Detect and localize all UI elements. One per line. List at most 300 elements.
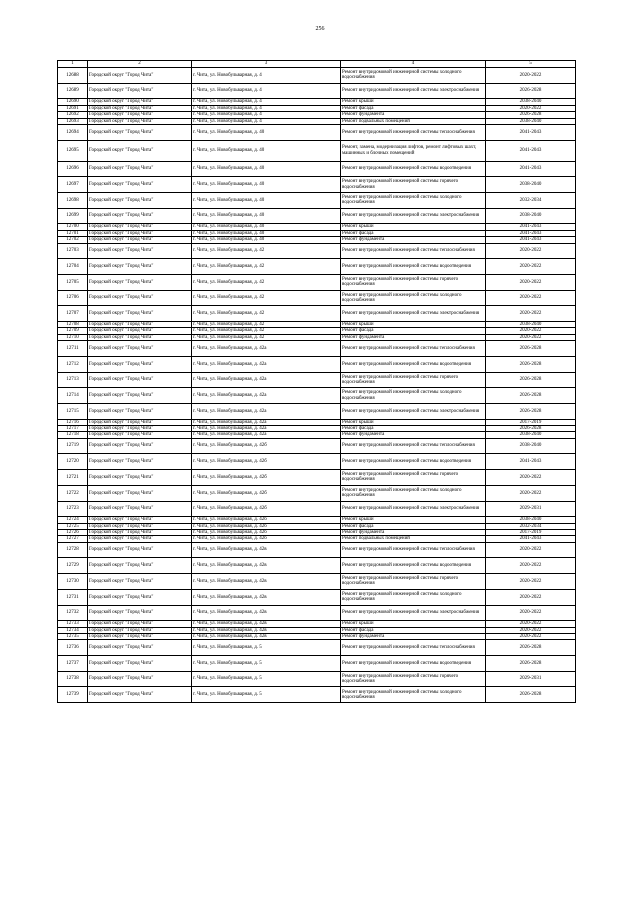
work-type-text: Ремонт фундамента [342, 237, 385, 243]
municipality-text: Городской округ "Город Чита" [89, 621, 154, 627]
address-text: г. Чита, ул. Новобульварная, д. 42б [193, 536, 267, 542]
period-text: 2017-2019 [519, 530, 542, 536]
table-row [58, 589, 576, 605]
period-cell [486, 574, 576, 590]
period-text: 2020-2022 [519, 563, 542, 569]
municipality-text: Городской округ "Город Чита" [89, 118, 154, 124]
record-number-text: 12692 [66, 112, 79, 118]
record-number-text: 12729 [66, 563, 79, 569]
municipality-text: Городской округ "Город Чита" [89, 328, 154, 334]
table-row [58, 574, 576, 590]
period-cell [486, 306, 576, 322]
table-row [58, 83, 576, 99]
record-number-text: 12735 [66, 634, 79, 640]
municipality-text: Городской округ "Город Чита" [89, 112, 154, 118]
municipality-cell [88, 243, 192, 259]
period-cell [486, 388, 576, 404]
work-type-cell [341, 274, 486, 290]
table-row [58, 687, 576, 703]
record-number-text: 12695 [66, 148, 79, 153]
municipality-text: Городской округ "Город Чита" [89, 408, 154, 414]
municipality-text: Городской округ "Город Чита" [89, 645, 154, 651]
municipality-cell [88, 574, 192, 590]
address-cell [192, 290, 341, 306]
address-text: г. Чита, ул. Новобульварная, д. 42б [193, 517, 267, 523]
period-text: 2020-2022 [519, 634, 542, 640]
work-type-cell [341, 656, 486, 672]
record-number-text: 12710 [66, 334, 79, 340]
work-type-text: Ремонт внутридомовой инженерной системы электроснабжения [342, 88, 480, 94]
municipality-text: Городской округ "Город Чита" [89, 105, 154, 111]
record-number-text: 12703 [66, 248, 79, 254]
record-number-text: 12700 [66, 224, 79, 230]
address-cell [192, 388, 341, 404]
period-text: 2041-2043 [519, 536, 542, 542]
work-type-text: Ремонт подвальных помещений [342, 118, 410, 124]
record-number-text: 12698 [66, 197, 79, 203]
record-number-cell [58, 605, 88, 621]
work-type-cell [341, 208, 486, 224]
table-row [58, 208, 576, 224]
address-text: г. Чита, ул. Новобульварная, д. 4 [193, 118, 262, 124]
municipality-text: Городской округ "Город Чита" [89, 459, 154, 465]
work-type-cell [341, 671, 486, 687]
address-text: г. Чита, ул. Новобульварная, д. 42а [193, 392, 267, 398]
municipality-cell [88, 501, 192, 517]
period-text: 2038-2040 [519, 118, 542, 124]
municipality-text: Городской округ "Город Чита" [89, 334, 154, 340]
record-number-cell [58, 671, 88, 687]
table-row [58, 485, 576, 501]
period-text: 2020-2022 [519, 295, 542, 301]
municipality-cell [88, 687, 192, 703]
work-type-text: Ремонт внутридомовой инженерной системы горячего водоснабжения [342, 374, 459, 385]
record-number-cell [58, 140, 88, 161]
page-number: 256 [315, 26, 325, 32]
record-number-cell [58, 208, 88, 224]
address-cell [192, 259, 341, 275]
period-cell [486, 470, 576, 486]
period-text: 2038-2040 [519, 432, 542, 438]
address-text: г. Чита, ул. Новобульварная, д. 42в [193, 627, 267, 633]
record-number-text: 12734 [66, 627, 79, 633]
table-row [58, 290, 576, 306]
record-number-cell [58, 574, 88, 590]
record-number-text: 12689 [66, 88, 79, 94]
period-cell [486, 501, 576, 517]
work-type-cell [341, 470, 486, 486]
record-number-cell [58, 558, 88, 574]
address-text: г. Чита, ул. Новобульварная, д. 42 [193, 311, 265, 317]
municipality-cell [88, 403, 192, 419]
period-text: 2026-2028 [519, 692, 542, 698]
municipality-cell [88, 438, 192, 454]
table-row [58, 140, 576, 161]
work-type-cell [341, 341, 486, 357]
period-cell [486, 671, 576, 687]
period-text: 2038-2040 [519, 517, 542, 523]
address-text: г. Чита, ул. Новобульварная, д. 4 [193, 105, 262, 111]
record-number-cell [58, 687, 88, 703]
municipality-text: Городской округ "Город Чита" [89, 530, 154, 536]
table-row [58, 438, 576, 454]
period-text: 2026-2028 [519, 345, 542, 351]
period-cell [486, 558, 576, 574]
work-type-text: Ремонт фасада [342, 328, 374, 334]
address-text: г. Чита, ул. Новобульварная, д. 42а [193, 432, 267, 438]
record-number-text: 12694 [66, 129, 79, 135]
address-cell [192, 671, 341, 687]
address-text: г. Чита, ул. Новобульварная, д. 42б [193, 474, 267, 480]
municipality-cell [88, 341, 192, 357]
municipality-cell [88, 161, 192, 177]
address-text: г. Чита, ул. Новобульварная, д. 42б [193, 490, 267, 496]
table-row [58, 193, 576, 209]
period-text: 2017-2019 [519, 419, 542, 425]
record-number-text: 12717 [66, 426, 79, 432]
address-cell [192, 193, 341, 209]
work-type-cell [341, 438, 486, 454]
period-text: 2020-2022 [519, 328, 542, 334]
address-text: г. Чита, ул. Новобульварная, д. 42а [193, 361, 267, 367]
municipality-cell [88, 605, 192, 621]
municipality-text: Городской округ "Город Чита" [89, 517, 154, 523]
period-cell [486, 83, 576, 99]
record-number-cell [58, 589, 88, 605]
address-text: г. Чита, ул. Новобульварная, д. 40 [193, 166, 265, 172]
address-cell [192, 542, 341, 558]
record-number-cell [58, 470, 88, 486]
record-number-text: 12725 [66, 523, 79, 529]
work-type-text: Ремонт фасада [342, 105, 374, 111]
record-number-text: 12724 [66, 517, 79, 523]
municipality-text: Городской округ "Город Чита" [89, 345, 154, 351]
work-type-cell [341, 605, 486, 621]
record-number-text: 12731 [66, 594, 79, 600]
municipality-cell [88, 372, 192, 388]
period-text: 2041-2043 [519, 230, 542, 236]
municipality-text: Городской округ "Город Чита" [89, 627, 154, 633]
record-number-cell [58, 193, 88, 209]
work-type-text: Ремонт внутридомовой инженерной системы горячего водоснабжения [342, 179, 459, 190]
address-cell [192, 558, 341, 574]
municipality-text: Городской округ "Город Чита" [89, 660, 154, 666]
work-type-text: Ремонт внутридомовой инженерной системы холодного водоснабжения [342, 195, 462, 206]
work-type-cell [341, 687, 486, 703]
record-number-text: 12693 [66, 118, 79, 124]
record-number-text: 12723 [66, 506, 79, 512]
record-number-text: 12739 [66, 692, 79, 698]
municipality-cell [88, 124, 192, 140]
record-number-text: 12713 [66, 377, 79, 383]
period-cell [486, 259, 576, 275]
address-cell [192, 687, 341, 703]
work-type-cell [341, 290, 486, 306]
address-text: г. Чита, ул. Новобульварная, д. 42в [193, 578, 267, 584]
work-type-text: Ремонт фасада [342, 230, 374, 236]
address-text: г. Чита, ул. Новобульварная, д. 42 [193, 263, 265, 269]
work-type-cell [341, 454, 486, 470]
header-cell-1: 1 [58, 61, 88, 68]
record-number-text: 12718 [66, 432, 79, 438]
work-type-text: Ремонт внутридомовой инженерной системы теплоснабжения [342, 443, 475, 449]
work-type-text: Ремонт внутридомовой инженерной системы теплоснабжения [342, 645, 475, 651]
record-number-cell [58, 388, 88, 404]
address-text: г. Чита, ул. Новобульварная, д. 42 [193, 334, 265, 340]
work-type-text: Ремонт крыши [342, 419, 374, 425]
work-type-text: Ремонт внутридомовой инженерной системы электроснабжения [342, 408, 480, 414]
work-type-cell [341, 161, 486, 177]
record-number-text: 12719 [66, 443, 79, 449]
address-text: г. Чита, ул. Новобульварная, д. 42б [193, 459, 267, 465]
municipality-text: Городской округ "Город Чита" [89, 311, 154, 317]
address-text: г. Чита, ул. Новобульварная, д. 4 [193, 88, 262, 94]
record-number-text: 12727 [66, 536, 79, 542]
address-text: г. Чита, ул. Новобульварная, д. 5 [193, 692, 262, 698]
period-cell [486, 341, 576, 357]
municipality-cell [88, 589, 192, 605]
address-text: г. Чита, ул. Новобульварная, д. 42 [193, 328, 265, 334]
address-cell [192, 306, 341, 322]
period-text: 2020-2022 [519, 263, 542, 269]
work-type-text: Ремонт фасада [342, 523, 374, 529]
period-text: 2020-2022 [519, 279, 542, 285]
period-text: 2041-2043 [519, 148, 542, 153]
address-text: г. Чита, ул. Новобульварная, д. 40 [193, 129, 265, 135]
period-text: 2038-2040 [519, 182, 542, 188]
period-text: 2041-2043 [519, 224, 542, 230]
municipality-text: Городской округ "Город Чита" [89, 419, 154, 425]
period-cell [486, 243, 576, 259]
record-number-text: 12696 [66, 166, 79, 172]
municipality-text: Городской округ "Город Чита" [89, 182, 154, 188]
municipality-text: Городской округ "Город Чита" [89, 432, 154, 438]
address-text: г. Чита, ул. Новобульварная, д. 40 [193, 224, 265, 230]
address-text: г. Чита, ул. Новобульварная, д. 4 [193, 112, 262, 118]
address-text: г. Чита, ул. Новобульварная, д. 40 [193, 213, 265, 219]
period-cell [486, 290, 576, 306]
municipality-text: Городской округ "Город Чита" [89, 547, 154, 553]
table-row [58, 177, 576, 193]
work-type-text: Ремонт внутридомовой инженерной системы горячего водоснабжения [342, 277, 459, 288]
address-text: г. Чита, ул. Новобульварная, д. 42 [193, 322, 265, 328]
period-text: 2038-2040 [519, 99, 542, 105]
address-text: г. Чита, ул. Новобульварная, д. 42б [193, 506, 267, 512]
municipality-text: Городской округ "Город Чита" [89, 361, 154, 367]
address-cell [192, 470, 341, 486]
table-body [58, 61, 576, 703]
work-type-text: Ремонт внутридомовой инженерной системы электроснабжения [342, 506, 480, 512]
work-type-text: Ремонт внутридомовой инженерной системы горячего водоснабжения [342, 673, 459, 685]
table-row [58, 558, 576, 574]
table-row [58, 124, 576, 140]
address-cell [192, 243, 341, 259]
header-cell-4: 4 [341, 61, 486, 68]
municipality-text: Городской округ "Город Чита" [89, 99, 154, 105]
period-text: 2026-2028 [519, 377, 542, 383]
municipality-cell [88, 140, 192, 161]
address-cell [192, 161, 341, 177]
period-cell [486, 274, 576, 290]
period-cell [486, 687, 576, 703]
record-number-text: 12728 [66, 547, 79, 553]
period-text: 2020-2022 [519, 334, 542, 340]
work-type-text: Ремонт фундамента [342, 530, 385, 536]
table-row [58, 454, 576, 470]
municipality-cell [88, 454, 192, 470]
period-text: 2038-2040 [519, 213, 542, 219]
address-cell [192, 83, 341, 99]
work-type-text: Ремонт внутридомовой инженерной системы водоотведения [342, 263, 472, 269]
period-text: 2041-2043 [519, 237, 542, 243]
record-number-cell [58, 438, 88, 454]
work-type-cell [341, 259, 486, 275]
work-type-text: Ремонт внутридомовой инженерной системы холодного водоснабжения [342, 292, 462, 303]
work-type-text: Ремонт крыши [342, 224, 374, 230]
address-text: г. Чита, ул. Новобульварная, д. 42б [193, 530, 267, 536]
address-text: г. Чита, ул. Новобульварная, д. 42а [193, 419, 267, 425]
record-number-text: 12733 [66, 621, 79, 627]
record-number-text: 12737 [66, 660, 79, 666]
table-row [58, 306, 576, 322]
municipality-text: Городской округ "Город Чита" [89, 563, 154, 569]
work-type-text: Ремонт фундамента [342, 634, 385, 640]
period-text: 2026-2028 [519, 426, 542, 432]
address-text: г. Чита, ул. Новобульварная, д. 40 [193, 237, 265, 243]
work-type-cell [341, 558, 486, 574]
address-text: г. Чита, ул. Новобульварная, д. 42в [193, 634, 267, 640]
work-type-text: Ремонт внутридомовой инженерной системы водоотведения [342, 563, 472, 569]
work-type-cell [341, 140, 486, 161]
repair-schedule-table [57, 60, 576, 703]
municipality-text: Городской округ "Город Чита" [89, 88, 154, 94]
record-number-text: 12730 [66, 578, 79, 584]
table-row [58, 605, 576, 621]
record-number-cell [58, 656, 88, 672]
work-type-text: Ремонт крыши [342, 322, 374, 328]
address-text: г. Чита, ул. Новобульварная, д. 42в [193, 594, 267, 600]
address-cell [192, 124, 341, 140]
work-type-text: Ремонт внутридомовой инженерной системы водоотведения [342, 361, 472, 367]
record-number-text: 12704 [66, 263, 79, 269]
header-cell-3: 3 [192, 61, 341, 68]
municipality-text: Городской округ "Город Чита" [89, 248, 154, 254]
municipality-text: Городской округ "Город Чита" [89, 377, 154, 383]
period-text: 2041-2043 [519, 166, 542, 172]
period-cell [486, 403, 576, 419]
municipality-text: Городской округ "Город Чита" [89, 224, 154, 230]
table-row [58, 274, 576, 290]
municipality-text: Городской округ "Город Чита" [89, 594, 154, 600]
municipality-text: Городской округ "Город Чита" [89, 692, 154, 698]
period-cell [486, 140, 576, 161]
address-text: г. Чита, ул. Новобульварная, д. 40 [193, 182, 265, 188]
table-row [58, 161, 576, 177]
municipality-cell [88, 671, 192, 687]
address-text: г. Чита, ул. Новобульварная, д. 42а [193, 408, 267, 414]
address-cell [192, 140, 341, 161]
work-type-cell [341, 243, 486, 259]
record-number-text: 12732 [66, 610, 79, 616]
municipality-text: Городской округ "Город Чита" [89, 72, 154, 78]
header-row [58, 61, 576, 68]
municipality-text: Городской округ "Город Чита" [89, 676, 154, 682]
address-text: г. Чита, ул. Новобульварная, д. 42в [193, 621, 267, 627]
period-cell [486, 605, 576, 621]
period-cell [486, 124, 576, 140]
record-number-cell [58, 68, 88, 84]
address-cell [192, 177, 341, 193]
municipality-text: Городской округ "Город Чита" [89, 523, 154, 529]
table-row [58, 243, 576, 259]
record-number-cell [58, 161, 88, 177]
municipality-cell [88, 208, 192, 224]
municipality-text: Городской округ "Город Чита" [89, 279, 154, 285]
municipality-cell [88, 558, 192, 574]
record-number-cell [58, 501, 88, 517]
address-text: г. Чита, ул. Новобульварная, д. 40 [193, 148, 265, 153]
record-number-text: 12716 [66, 419, 79, 425]
municipality-text: Городской округ "Город Чита" [89, 166, 154, 172]
period-cell [486, 161, 576, 177]
record-number-cell [58, 83, 88, 99]
work-type-text: Ремонт фасада [342, 426, 374, 432]
record-number-text: 12715 [66, 408, 79, 414]
address-cell [192, 640, 341, 656]
address-text: г. Чита, ул. Новобульварная, д. 40 [193, 197, 265, 203]
address-text: г. Чита, ул. Новобульварная, д. 42в [193, 610, 267, 616]
work-type-text: Ремонт внутридомовой инженерной системы холодного водоснабжения [342, 487, 462, 499]
period-text: 2041-2043 [519, 129, 542, 135]
period-text: 2029-2031 [519, 676, 542, 682]
work-type-cell [341, 574, 486, 590]
municipality-text: Городской округ "Город Чита" [89, 490, 154, 496]
work-type-cell [341, 124, 486, 140]
period-cell [486, 208, 576, 224]
record-number-text: 12720 [66, 459, 79, 465]
work-type-text: Ремонт внутридомовой инженерной системы горячего водоснабжения [342, 472, 459, 483]
work-type-cell [341, 83, 486, 99]
work-type-text: Ремонт подвальных помещений [342, 536, 410, 542]
address-cell [192, 68, 341, 84]
record-number-cell [58, 243, 88, 259]
work-type-cell [341, 485, 486, 501]
municipality-cell [88, 193, 192, 209]
work-type-text: Ремонт крыши [342, 99, 374, 105]
work-type-cell [341, 356, 486, 372]
work-type-text: Ремонт фундамента [342, 112, 385, 118]
work-type-text: Ремонт фундамента [342, 334, 385, 340]
table-row [58, 640, 576, 656]
period-text: 2020-2022 [519, 621, 542, 627]
municipality-text: Городской округ "Город Чита" [89, 322, 154, 328]
period-text: 2026-2028 [519, 645, 542, 651]
period-text: 2020-2022 [519, 547, 542, 553]
address-text: г. Чита, ул. Новобульварная, д. 5 [193, 660, 262, 666]
record-number-cell [58, 403, 88, 419]
municipality-text: Городской округ "Город Чита" [89, 392, 154, 398]
address-cell [192, 454, 341, 470]
work-type-text: Ремонт внутридомовой инженерной системы теплоснабжения [342, 129, 475, 135]
table-row [58, 656, 576, 672]
municipality-text: Городской округ "Город Чита" [89, 295, 154, 301]
municipality-cell [88, 640, 192, 656]
record-number-text: 12712 [66, 361, 79, 367]
period-text: 2032-2034 [519, 523, 542, 529]
municipality-cell [88, 274, 192, 290]
address-text: г. Чита, ул. Новобульварная, д. 4 [193, 99, 262, 105]
record-number-text: 12707 [66, 311, 79, 317]
